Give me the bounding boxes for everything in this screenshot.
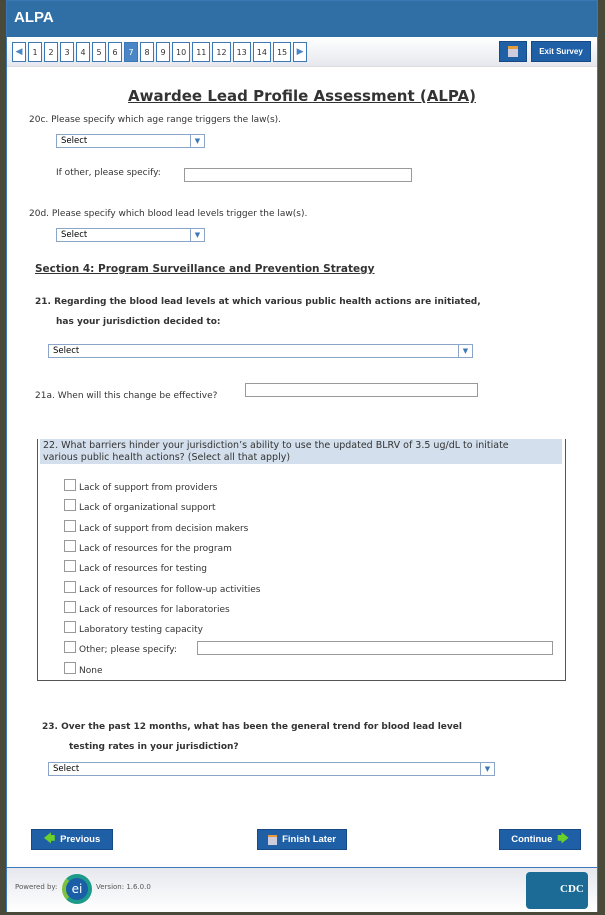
page-7-button[interactable]: 7 bbox=[124, 42, 138, 62]
page-9-button[interactable]: 9 bbox=[156, 42, 170, 62]
page-4-button[interactable]: 4 bbox=[76, 42, 90, 62]
checkbox[interactable] bbox=[64, 560, 76, 572]
prev-page-arrow-icon[interactable]: ◀ bbox=[12, 42, 26, 62]
q22-option[interactable] bbox=[64, 499, 216, 514]
q22-option-label: Lack of resources for testing bbox=[79, 564, 207, 575]
cdc-logo bbox=[526, 872, 588, 909]
q22-label-line2: various public health actions? (Select all that apply) bbox=[43, 452, 291, 463]
page-1-button[interactable]: 1 bbox=[28, 42, 42, 62]
page-12-button[interactable]: 12 bbox=[212, 42, 230, 62]
q22-option-label: None bbox=[79, 665, 103, 676]
checkbox[interactable] bbox=[64, 621, 76, 633]
q22-option-label: Other; please specify: bbox=[79, 645, 177, 656]
arrow-right-icon: 🡆 bbox=[557, 833, 569, 845]
page-title: Awardee Lead Profile Assessment (ALPA) bbox=[128, 87, 476, 105]
q20c-other-input[interactable] bbox=[184, 168, 412, 182]
page-list bbox=[12, 42, 307, 62]
survey-frame bbox=[6, 0, 598, 912]
q22-question bbox=[40, 439, 562, 464]
checkbox[interactable] bbox=[64, 662, 76, 674]
powered-by-label: Powered by: bbox=[15, 883, 58, 891]
q22-option-label: Laboratory testing capacity bbox=[79, 625, 203, 636]
q22-option[interactable] bbox=[64, 560, 207, 575]
q22-option-label: Lack of resources for laboratories bbox=[79, 604, 230, 615]
q23-label-line1: 23. Over the past 12 months, what has been the general trend for blood lead level bbox=[42, 722, 462, 732]
q22-label-line1: 22. What barriers hinder your jurisdiction’s ability to use the updated BLRV of 3.5 ug/dL to initiate bbox=[43, 440, 509, 451]
q20d-select-value: Select bbox=[61, 230, 88, 240]
checkbox[interactable] bbox=[64, 499, 76, 511]
chevron-down-icon: ▼ bbox=[458, 345, 472, 357]
page-8-button[interactable]: 8 bbox=[140, 42, 154, 62]
version-label: Version: 1.6.0.0 bbox=[96, 883, 151, 891]
q22-option-label: Lack of support from providers bbox=[79, 483, 218, 493]
page-11-button[interactable]: 11 bbox=[192, 42, 210, 62]
page-6-button[interactable]: 6 bbox=[108, 42, 122, 62]
q22-option[interactable] bbox=[64, 520, 248, 532]
q22-option[interactable] bbox=[64, 641, 177, 656]
save-button[interactable] bbox=[499, 41, 527, 62]
q21-select-value: Select bbox=[53, 346, 80, 356]
q22-option-label: Lack of resources for the program bbox=[79, 543, 232, 554]
q22-option-label: Lack of support from decision makers bbox=[79, 523, 249, 534]
q23-select-value: Select bbox=[53, 764, 80, 774]
q22-option[interactable] bbox=[64, 540, 232, 552]
continue-label: Continue bbox=[511, 834, 553, 845]
q22-option[interactable] bbox=[64, 621, 203, 636]
floppy-disk-icon bbox=[508, 46, 518, 57]
q20c-select-value: Select bbox=[61, 136, 88, 146]
continue-button[interactable] bbox=[499, 829, 581, 850]
q21-label-line2: has your jurisdiction decided to: bbox=[56, 317, 221, 327]
floppy-disk-icon bbox=[268, 835, 277, 845]
page-navigation-bar bbox=[7, 37, 597, 67]
page-10-button[interactable]: 10 bbox=[172, 42, 190, 62]
previous-button[interactable] bbox=[31, 829, 113, 850]
page-14-button[interactable]: 14 bbox=[253, 42, 271, 62]
q20d-select[interactable] bbox=[56, 228, 205, 242]
q20c-select[interactable] bbox=[56, 134, 205, 148]
checkbox[interactable] bbox=[64, 540, 76, 552]
q21-label-line1: 21. Regarding the blood lead levels at which various public health actions are initiated, bbox=[35, 297, 481, 307]
app-header: ALPA bbox=[7, 1, 597, 37]
q22-option[interactable] bbox=[64, 662, 102, 674]
q21a-label: 21a. When will this change be effective? bbox=[35, 391, 218, 401]
q21-select[interactable] bbox=[48, 344, 473, 358]
footer bbox=[7, 867, 597, 912]
chevron-down-icon: ▼ bbox=[190, 135, 204, 147]
q22-option-label: Lack of resources for follow-up activities bbox=[79, 584, 261, 595]
finish-later-button[interactable] bbox=[257, 829, 347, 850]
page-13-button[interactable]: 13 bbox=[233, 42, 251, 62]
previous-label: Previous bbox=[60, 834, 101, 845]
checkbox[interactable] bbox=[64, 479, 76, 491]
page-15-button[interactable]: 15 bbox=[273, 42, 291, 62]
q20c-other-label: If other, please specify: bbox=[56, 168, 161, 178]
q23-label-line2: testing rates in your jurisdiction? bbox=[69, 742, 239, 752]
exit-survey-button[interactable]: Exit Survey bbox=[531, 41, 591, 62]
checkbox[interactable] bbox=[64, 641, 76, 653]
q22-option-label: Lack of organizational support bbox=[79, 503, 216, 514]
ei-logo: ei bbox=[62, 874, 92, 904]
q22-option[interactable] bbox=[64, 479, 218, 491]
page-5-button[interactable]: 5 bbox=[92, 42, 106, 62]
q22-option[interactable] bbox=[64, 601, 230, 613]
cdc-logo-text: CDC bbox=[560, 883, 584, 895]
section-heading: Section 4: Program Surveillance and Prevention Strategy bbox=[35, 263, 375, 275]
page-2-button[interactable]: 2 bbox=[44, 42, 58, 62]
q23-select[interactable] bbox=[48, 762, 495, 776]
q21a-input[interactable] bbox=[245, 383, 478, 397]
finish-later-label: Finish Later bbox=[282, 834, 336, 845]
chevron-down-icon: ▼ bbox=[480, 763, 494, 775]
q22-option[interactable] bbox=[64, 581, 260, 593]
q20d-label: 20d. Please specify which blood lead levels trigger the law(s). bbox=[29, 209, 308, 219]
arrow-left-icon: 🡄 bbox=[43, 833, 56, 845]
page-3-button[interactable]: 3 bbox=[60, 42, 74, 62]
next-page-arrow-icon[interactable]: ▶ bbox=[293, 42, 307, 62]
q22-other-input[interactable] bbox=[197, 641, 553, 655]
checkbox[interactable] bbox=[64, 581, 76, 593]
checkbox[interactable] bbox=[64, 520, 76, 532]
chevron-down-icon: ▼ bbox=[190, 229, 204, 241]
q20c-label: 20c. Please specify which age range triggers the law(s). bbox=[29, 115, 282, 125]
checkbox[interactable] bbox=[64, 601, 76, 613]
